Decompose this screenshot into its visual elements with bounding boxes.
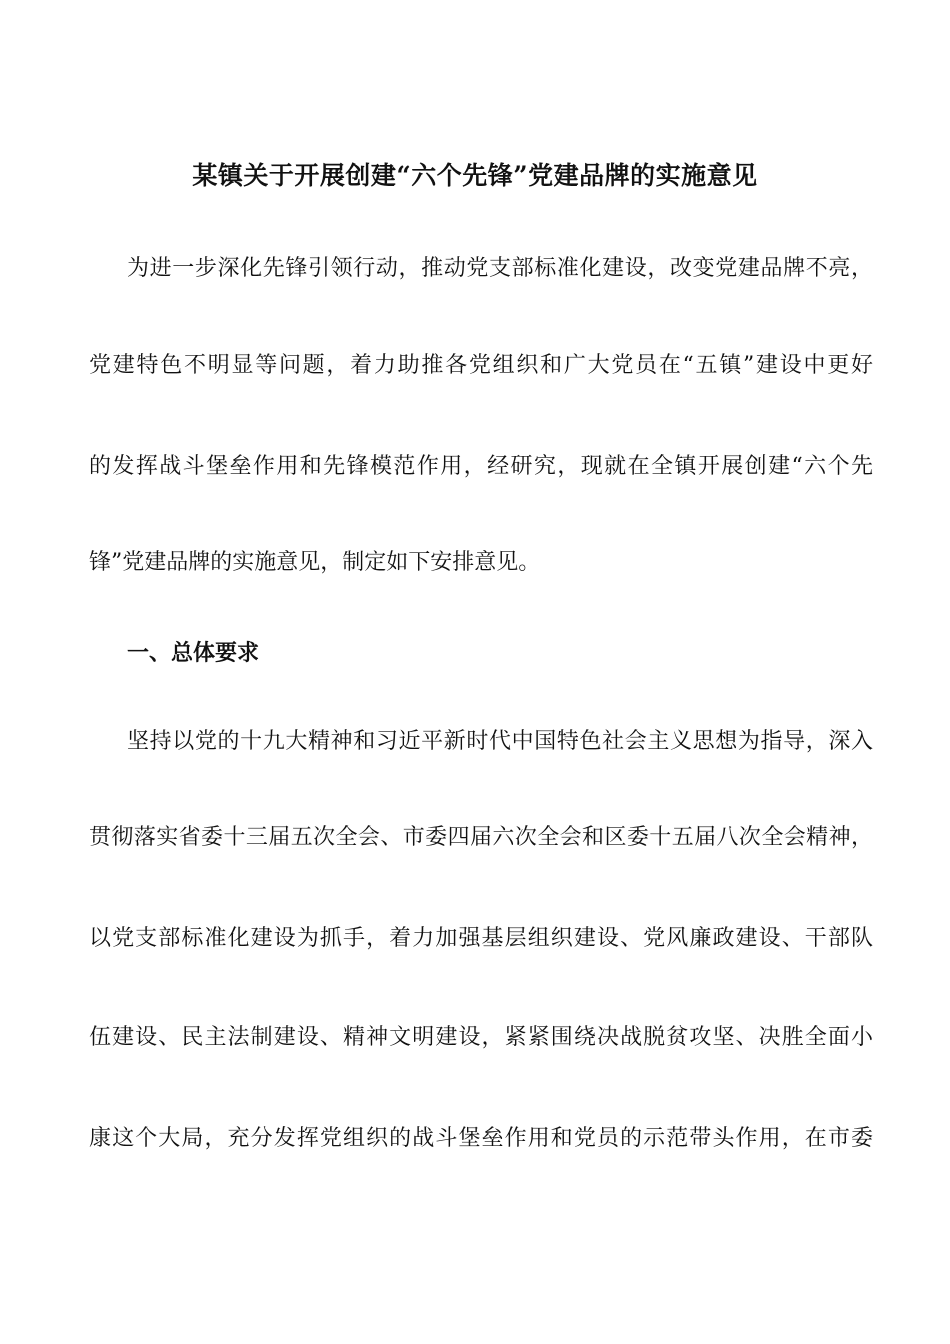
section1-line-5: 康这个大局，充分发挥党组织的战斗堡垒作用和党员的示范带头作用，在市委 [89, 1126, 873, 1151]
intro-line-2: 党建特色不明显等问题，着力助推各党组织和广大党员在“五镇”建设中更好 [89, 353, 873, 378]
section1-line-4: 伍建设、民主法制建设、精神文明建设，紧紧围绕决战脱贫攻坚、决胜全面小 [89, 1025, 873, 1050]
intro-line-4: 锋”党建品牌的实施意见，制定如下安排意见。 [89, 550, 541, 575]
section1-line-2: 贯彻落实省委十三届五次全会、市委四届六次全会和区委十五届八次全会精神， [89, 825, 873, 850]
document-title: 某镇关于开展创建“六个先锋”党建品牌的实施意见 [192, 161, 758, 190]
section1-line-1: 坚持以党的十九大精神和习近平新时代中国特色社会主义思想为指导，深入 [127, 729, 873, 754]
intro-line-3: 的发挥战斗堡垒作用和先锋模范作用，经研究，现就在全镇开展创建“六个先 [89, 454, 873, 479]
section1-line-3: 以党支部标准化建设为抓手，着力加强基层组织建设、党风廉政建设、干部队 [89, 926, 873, 951]
intro-line-1: 为进一步深化先锋引领行动，推动党支部标准化建设，改变党建品牌不亮， [127, 256, 873, 281]
section-heading-general-requirements: 一、总体要求 [127, 640, 260, 666]
